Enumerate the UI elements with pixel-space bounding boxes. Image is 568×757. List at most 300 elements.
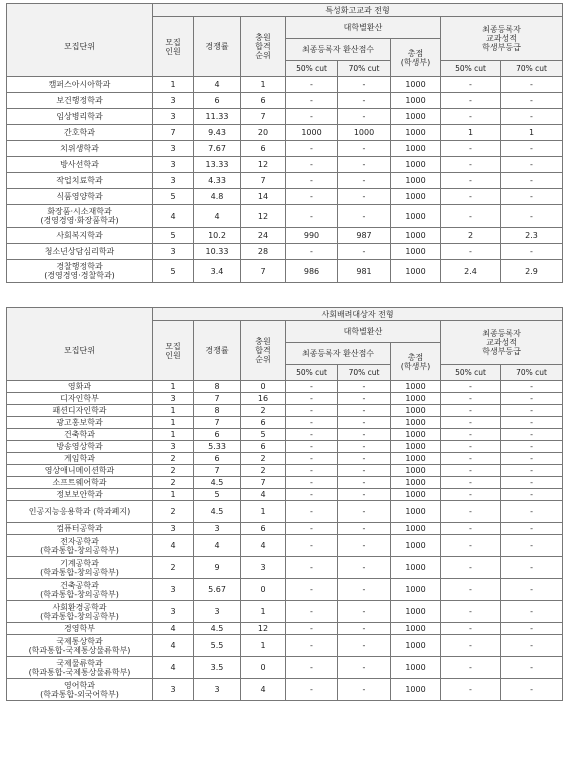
cell-grade-cut70: 2.3 [501,228,563,244]
cell-cut50: - [286,635,338,657]
cell-grade-cut50: - [441,173,501,189]
cell-unit: 건축공학과 (학과통합-창의공학부) [7,579,153,601]
cell-grade-cut50: 2 [441,228,501,244]
cell-cut50: - [286,535,338,557]
cell-unit: 청소년상담심리학과 [7,244,153,260]
cell-cut50: - [286,657,338,679]
cell-cut70: - [338,523,391,535]
col-unit: 모집단위 [7,321,153,381]
cell-cut50: - [286,393,338,405]
cell-ratio: 7 [194,393,241,405]
cell-seats: 3 [153,157,194,173]
cell-seats: 4 [153,205,194,228]
cell-cut70: - [338,579,391,601]
cell-rank: 4 [241,679,286,701]
cell-ratio: 5 [194,489,241,501]
cell-unit: 사회환경공학과 (학과통합-창의공학부) [7,601,153,623]
cell-seats: 3 [153,523,194,535]
cell-total: 1000 [391,173,441,189]
cell-rank: 0 [241,657,286,679]
table-row [7,679,563,701]
table-row [7,523,563,535]
table-row [7,381,563,393]
cell-cut70: - [338,405,391,417]
cell-total: 1000 [391,228,441,244]
cell-grade-cut50: - [441,393,501,405]
col-total: 총점 (학생부) [391,39,441,77]
cell-total: 1000 [391,679,441,701]
cell-cut70: - [338,417,391,429]
cell-cut70: - [338,244,391,260]
cell-cut50: - [286,557,338,579]
cell-grade-cut50: - [441,453,501,465]
cell-cut50: 986 [286,260,338,283]
cell-seats: 5 [153,189,194,205]
cell-unit: 영화과 [7,381,153,393]
cell-seats: 1 [153,489,194,501]
cell-ratio: 5.33 [194,441,241,453]
cell-rank: 4 [241,535,286,557]
cell-total: 1000 [391,441,441,453]
col-cut50: 50% cut [286,365,338,381]
cell-grade-cut70: - [501,417,563,429]
cell-cut70: - [338,109,391,125]
cell-cut70: - [338,93,391,109]
cell-cut70: - [338,141,391,157]
cell-seats: 2 [153,477,194,489]
cell-rank: 6 [241,523,286,535]
cell-grade-cut70: - [501,173,563,189]
cell-unit: 경찰행정학과 (경영경영·경찰학과) [7,260,153,283]
cell-unit: 작업치료학과 [7,173,153,189]
cell-rank: 4 [241,489,286,501]
cell-rank: 12 [241,157,286,173]
cell-grade-cut70: - [501,489,563,501]
cell-grade-cut50: - [441,244,501,260]
blank-header [7,4,153,17]
cell-cut50: - [286,189,338,205]
table-row [7,109,563,125]
cell-cut50: - [286,93,338,109]
cell-rank: 3 [241,557,286,579]
cell-rank: 6 [241,93,286,109]
table-row [7,535,563,557]
cell-grade-cut50: - [441,501,501,523]
cell-rank: 24 [241,228,286,244]
cell-grade-cut70: - [501,657,563,679]
cell-seats: 2 [153,501,194,523]
cell-grade-cut70: - [501,535,563,557]
cell-total: 1000 [391,109,441,125]
cell-cut70: - [338,535,391,557]
cell-cut70: 1000 [338,125,391,141]
cell-ratio: 5.5 [194,635,241,657]
cell-cut70: - [338,381,391,393]
cell-total: 1000 [391,453,441,465]
cell-cut70: - [338,77,391,93]
table-row [7,657,563,679]
cell-unit: 영어학과 (학과통합-외국어학부) [7,679,153,701]
cell-ratio: 3.5 [194,657,241,679]
cell-unit: 정보보안학과 [7,489,153,501]
cell-total: 1000 [391,381,441,393]
cell-total: 1000 [391,657,441,679]
cell-unit: 방송영상학과 [7,441,153,453]
table-row [7,417,563,429]
cell-grade-cut70: - [501,157,563,173]
cell-seats: 3 [153,441,194,453]
cell-cut70: 981 [338,260,391,283]
col-grade-cut70: 70% cut [501,365,563,381]
table-row [7,77,563,93]
cell-ratio: 3.4 [194,260,241,283]
cell-cut70: - [338,489,391,501]
cell-rank: 7 [241,477,286,489]
cell-unit: 영상애니메이션학과 [7,465,153,477]
cell-cut70: - [338,465,391,477]
table-row [7,477,563,489]
cell-grade-cut70: - [501,109,563,125]
cell-cut70: - [338,393,391,405]
cell-unit: 치위생학과 [7,141,153,157]
cell-seats: 4 [153,623,194,635]
cell-rank: 7 [241,260,286,283]
cell-total: 1000 [391,623,441,635]
cell-grade-cut50: - [441,93,501,109]
cell-unit: 방사선학과 [7,157,153,173]
cell-total: 1000 [391,244,441,260]
cell-total: 1000 [391,635,441,657]
cell-rank: 2 [241,465,286,477]
cell-total: 1000 [391,579,441,601]
cell-seats: 3 [153,173,194,189]
cell-total: 1000 [391,501,441,523]
cell-grade-cut50: - [441,557,501,579]
cell-total: 1000 [391,601,441,623]
table-row [7,601,563,623]
cell-grade-cut50: - [441,623,501,635]
cell-grade-cut70: - [501,523,563,535]
cell-grade-cut70: - [501,141,563,157]
cell-unit: 화장품·시소재학과 (경영경영·화장품학과) [7,205,153,228]
cell-ratio: 7.67 [194,141,241,157]
table-row [7,393,563,405]
cell-ratio: 4.8 [194,189,241,205]
cell-grade-cut70: - [501,244,563,260]
table-social-care [6,307,563,701]
cell-grade-cut50: - [441,535,501,557]
cell-unit: 임상병리학과 [7,109,153,125]
col-univ-conv: 대학별환산 [286,17,441,39]
cell-ratio: 6 [194,93,241,109]
cell-cut50: - [286,453,338,465]
cell-grade-cut70: - [501,679,563,701]
cell-unit: 식품영양학과 [7,189,153,205]
cell-rank: 6 [241,141,286,157]
cell-seats: 4 [153,635,194,657]
cell-rank: 12 [241,205,286,228]
table-row [7,501,563,523]
cell-grade-cut70: - [501,557,563,579]
cell-ratio: 8 [194,405,241,417]
col-cut70: 70% cut [338,365,391,381]
table-row [7,125,563,141]
cell-total: 1000 [391,260,441,283]
cell-grade-cut70: 1 [501,125,563,141]
cell-grade-cut70: - [501,623,563,635]
cell-total: 1000 [391,189,441,205]
table-row [7,465,563,477]
cell-rank: 1 [241,635,286,657]
cell-unit: 국제통상학과 (학과통합-국제통상물류학부) [7,635,153,657]
cell-cut50: - [286,465,338,477]
cell-cut50: - [286,579,338,601]
cell-grade-cut70: - [501,441,563,453]
cell-cut50: - [286,244,338,260]
cell-seats: 7 [153,125,194,141]
cell-seats: 3 [153,601,194,623]
cell-rank: 1 [241,501,286,523]
col-ratio: 경쟁률 [194,321,241,381]
cell-grade-cut50: - [441,109,501,125]
cell-cut50: - [286,489,338,501]
cell-seats: 1 [153,429,194,441]
cell-cut50: 990 [286,228,338,244]
cell-rank: 5 [241,429,286,441]
col-univ-conv: 대학별환산 [286,321,441,343]
col-final-grade: 최종등록자 교과성적 학생부등급 [441,321,563,365]
cell-ratio: 4 [194,535,241,557]
cell-grade-cut50: - [441,477,501,489]
cell-rank: 1 [241,77,286,93]
cell-seats: 3 [153,679,194,701]
cell-cut50: - [286,141,338,157]
cell-unit: 패션디자인학과 [7,405,153,417]
cell-ratio: 8 [194,381,241,393]
cell-total: 1000 [391,205,441,228]
table-row [7,557,563,579]
cell-seats: 3 [153,579,194,601]
cell-seats: 1 [153,405,194,417]
cell-cut70: - [338,477,391,489]
cell-ratio: 7 [194,465,241,477]
col-cut50: 50% cut [286,61,338,77]
cell-cut50: - [286,417,338,429]
table-row [7,189,563,205]
cell-cut70: 987 [338,228,391,244]
cell-seats: 3 [153,141,194,157]
cell-grade-cut70: 2.9 [501,260,563,283]
cell-ratio: 4 [194,205,241,228]
cell-total: 1000 [391,523,441,535]
col-seats: 모집 인원 [153,321,194,381]
cell-seats: 1 [153,77,194,93]
cell-ratio: 6 [194,453,241,465]
cell-ratio: 6 [194,429,241,441]
cell-total: 1000 [391,393,441,405]
cell-grade-cut70: - [501,501,563,523]
table-row [7,441,563,453]
cell-grade-cut70: - [501,205,563,228]
cell-rank: 20 [241,125,286,141]
cell-seats: 3 [153,93,194,109]
col-final-conv: 최종등록자 환산점수 [286,343,391,365]
table-row [7,93,563,109]
cell-unit: 사회복지학과 [7,228,153,244]
cell-cut50: - [286,157,338,173]
cell-rank: 7 [241,173,286,189]
cell-cut70: - [338,635,391,657]
table-row [7,244,563,260]
cell-grade-cut70: - [501,93,563,109]
cell-grade-cut70: - [501,465,563,477]
col-grade-cut50: 50% cut [441,61,501,77]
cell-unit: 컴퓨터공학과 [7,523,153,535]
cell-grade-cut50: - [441,205,501,228]
cell-grade-cut70: - [501,381,563,393]
cell-seats: 4 [153,657,194,679]
table-row [7,157,563,173]
cell-total: 1000 [391,465,441,477]
col-final-conv: 최종등록자 환산점수 [286,39,391,61]
table-title: 특성화고교과 전형 [153,4,563,17]
cell-cut50: 1000 [286,125,338,141]
cell-rank: 0 [241,579,286,601]
cell-unit: 게임학과 [7,453,153,465]
cell-ratio: 3 [194,679,241,701]
cell-seats: 5 [153,228,194,244]
cell-cut70: - [338,189,391,205]
cell-unit: 캠퍼스아시아학과 [7,77,153,93]
cell-ratio: 4.33 [194,173,241,189]
cell-seats: 3 [153,244,194,260]
cell-grade-cut50: - [441,381,501,393]
cell-grade-cut50: - [441,429,501,441]
cell-ratio: 9.43 [194,125,241,141]
cell-seats: 3 [153,393,194,405]
cell-seats: 4 [153,535,194,557]
cell-grade-cut70: - [501,393,563,405]
cell-grade-cut50: - [441,635,501,657]
col-rank: 충원 합격 순위 [241,321,286,381]
cell-grade-cut70: - [501,189,563,205]
cell-total: 1000 [391,557,441,579]
cell-grade-cut70: - [501,579,563,601]
cell-grade-cut70: - [501,601,563,623]
cell-ratio: 4.5 [194,501,241,523]
cell-rank: 6 [241,417,286,429]
cell-seats: 1 [153,381,194,393]
cell-total: 1000 [391,477,441,489]
cell-cut50: - [286,205,338,228]
cell-cut70: - [338,657,391,679]
cell-cut50: - [286,173,338,189]
cell-unit: 경영학부 [7,623,153,635]
table-row [7,141,563,157]
cell-cut50: - [286,477,338,489]
table-row [7,205,563,228]
cell-cut50: - [286,623,338,635]
cell-cut70: - [338,173,391,189]
cell-grade-cut50: - [441,601,501,623]
cell-total: 1000 [391,535,441,557]
cell-rank: 7 [241,109,286,125]
cell-total: 1000 [391,429,441,441]
cell-unit: 전자공학과 (학과통합-창의공학부) [7,535,153,557]
cell-cut70: - [338,557,391,579]
cell-cut50: - [286,77,338,93]
cell-ratio: 10.2 [194,228,241,244]
cell-cut50: - [286,405,338,417]
cell-total: 1000 [391,405,441,417]
cell-ratio: 9 [194,557,241,579]
cell-grade-cut70: - [501,429,563,441]
cell-rank: 28 [241,244,286,260]
cell-grade-cut50: - [441,465,501,477]
cell-cut70: - [338,157,391,173]
cell-unit: 광고홍보학과 [7,417,153,429]
cell-total: 1000 [391,125,441,141]
cell-grade-cut50: - [441,679,501,701]
cell-ratio: 3 [194,523,241,535]
col-ratio: 경쟁률 [194,17,241,77]
table-row [7,173,563,189]
cell-grade-cut50: - [441,417,501,429]
cell-ratio: 10.33 [194,244,241,260]
cell-cut70: - [338,429,391,441]
cell-rank: 14 [241,189,286,205]
cell-rank: 2 [241,453,286,465]
cell-unit: 소프트웨어학과 [7,477,153,489]
cell-grade-cut50: - [441,157,501,173]
col-grade-cut70: 70% cut [501,61,563,77]
blank-header [7,308,153,321]
cell-cut70: - [338,623,391,635]
cell-cut50: - [286,381,338,393]
col-grade-cut50: 50% cut [441,365,501,381]
col-unit: 모집단위 [7,17,153,77]
cell-total: 1000 [391,417,441,429]
cell-ratio: 13.33 [194,157,241,173]
cell-ratio: 7 [194,417,241,429]
cell-grade-cut50: - [441,489,501,501]
cell-cut50: - [286,109,338,125]
cell-grade-cut50: - [441,657,501,679]
cell-rank: 12 [241,623,286,635]
cell-cut70: - [338,205,391,228]
cell-total: 1000 [391,489,441,501]
cell-grade-cut70: - [501,405,563,417]
cell-cut50: - [286,601,338,623]
cell-grade-cut50: - [441,141,501,157]
cell-grade-cut50: - [441,523,501,535]
cell-cut50: - [286,679,338,701]
table-row [7,635,563,657]
cell-cut50: - [286,429,338,441]
cell-ratio: 11.33 [194,109,241,125]
col-rank: 충원 합격 순위 [241,17,286,77]
col-seats: 모집 인원 [153,17,194,77]
cell-seats: 2 [153,557,194,579]
col-total: 총점 (학생부) [391,343,441,381]
cell-seats: 2 [153,465,194,477]
cell-grade-cut70: - [501,477,563,489]
cell-total: 1000 [391,77,441,93]
cell-cut70: - [338,501,391,523]
cell-grade-cut70: - [501,453,563,465]
cell-grade-cut70: - [501,635,563,657]
cell-unit: 기계공학과 (학과통합-창의공학부) [7,557,153,579]
